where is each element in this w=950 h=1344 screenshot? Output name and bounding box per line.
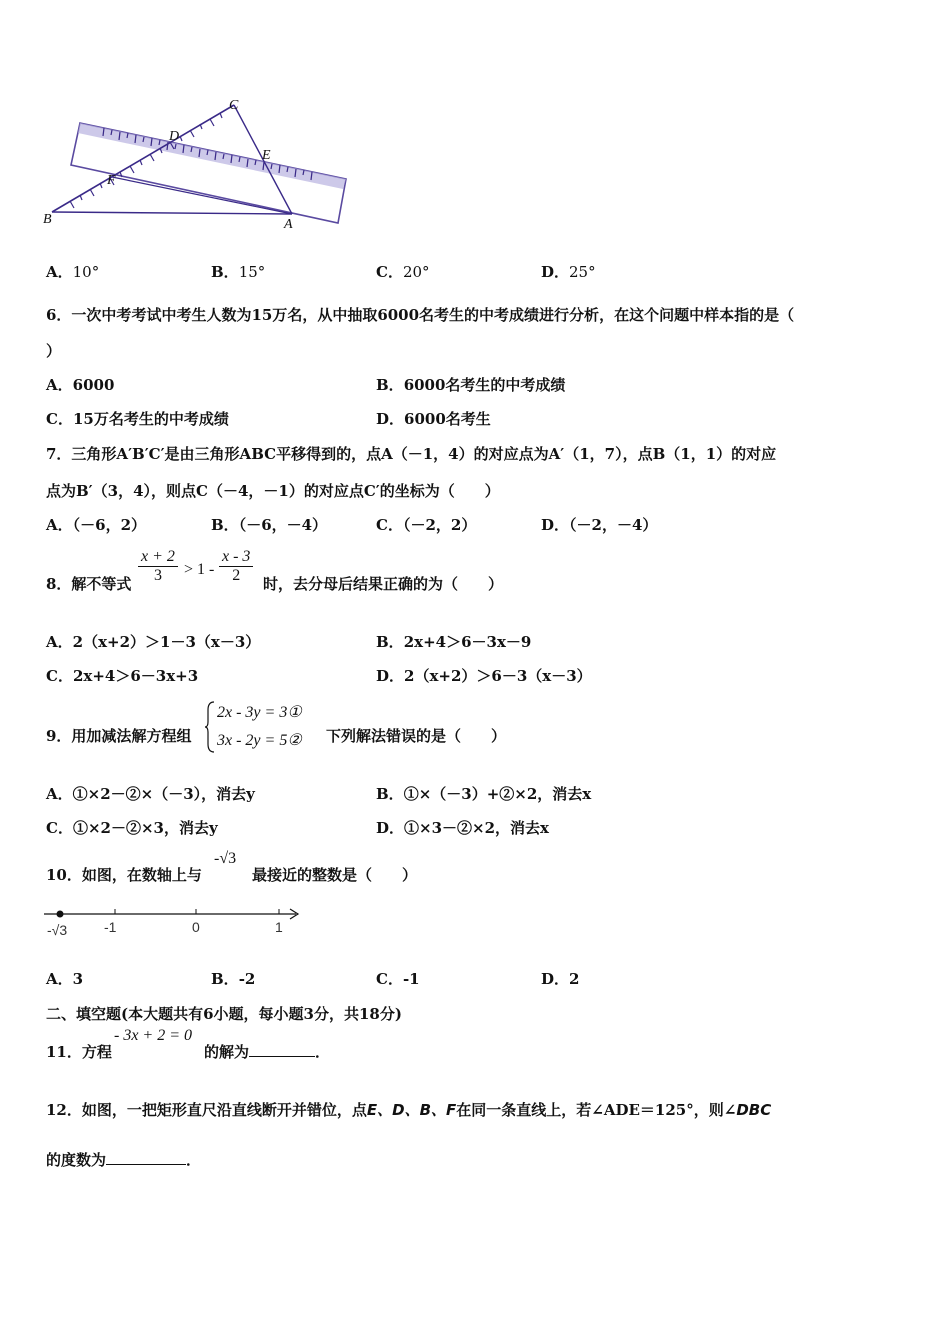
svg-text:1: 1 — [275, 919, 283, 935]
q7-stem-line1: 7．三角形A′B′C′是由三角形ABC平移得到的，点A（－1，4）的对应点为A′（1，7），点B（1，1）的对应 — [46, 445, 777, 463]
q11-answer-blank — [249, 1055, 315, 1057]
q8-middle: > 1 - — [184, 561, 215, 578]
q10-option-d: D．2 — [541, 970, 580, 988]
q9-option-b: B．①×（－3）+②×2，消去x — [376, 785, 592, 803]
q5-option-d: D．25° — [541, 263, 596, 281]
q6-stem-line1: 6．一次中考考试中考生人数为15万名，从中抽取6000名考生的中考成绩进行分析，在这个问题中样本指的是（ — [46, 306, 795, 324]
q10-option-a: A．3 — [46, 970, 84, 988]
q5-option-a: A．10° — [46, 263, 100, 281]
q12-stem-line1: 12．如图，一把矩形直尺沿直线断开并错位，点E、D、B、F在同一条直线上，若∠ADE＝125°，则∠DBC — [46, 1101, 772, 1119]
q8-option-a: A．2（x+2）＞1－3（x－3） — [46, 633, 261, 651]
q11-suffix: 的解为 ． — [204, 1043, 331, 1061]
q8-suffix: 时，去分母后结果正确的为（ ） — [263, 575, 504, 593]
q5-option-b: B．15° — [211, 263, 266, 281]
svg-text:-√3: -√3 — [47, 922, 68, 938]
q8-frac2-denominator: 2 — [232, 567, 241, 584]
q8-frac1-numerator: x + 2 — [138, 548, 178, 567]
q10-expr: -√3 — [214, 850, 237, 867]
section-2-title: 二、填空题(本大题共有6小题，每小题3分，共18分) — [46, 1005, 402, 1023]
q8-fraction-1 — [138, 548, 178, 585]
q9-option-d: D．①×3－②×2，消去x — [376, 819, 549, 837]
q8-option-d: D．2（x+2）＞6－3（x－3） — [376, 667, 592, 685]
q11-expr: - 3x + 2 = 0 — [114, 1027, 193, 1044]
q7-option-c: C．（－2，2） — [376, 516, 477, 534]
q10-prefix: 10．如图，在数轴上与 — [46, 866, 202, 884]
q9-equation-2: 3x - 2y = 5② — [217, 732, 302, 749]
q9-brace — [204, 700, 216, 754]
line-ba — [52, 212, 292, 214]
q7-option-d: D．（－2，－4） — [541, 516, 658, 534]
q8-frac2-numerator: x - 3 — [219, 548, 253, 567]
q9-option-a: A．①×2－②×（－3），消去y — [46, 785, 255, 803]
line-fa — [112, 177, 292, 214]
q8-prefix: 8．解不等式 — [46, 575, 132, 593]
label-d: D — [169, 129, 180, 144]
q6-option-d: D．6000名考生 — [376, 410, 491, 428]
number-line — [40, 900, 310, 945]
q9-equation-1: 2x - 3y = 3① — [217, 704, 302, 721]
q8-option-b: B．2x+4＞6－3x－9 — [376, 633, 532, 651]
q7-option-a: A．（－6，2） — [46, 516, 147, 534]
q8-frac1-denominator: 3 — [153, 567, 162, 584]
q8-option-c: C．2x+4＞6－3x+3 — [46, 667, 199, 685]
q9-suffix: 下列解法错误的是（ ） — [326, 727, 507, 745]
q10-option-b: B．-2 — [211, 970, 256, 988]
q11-prefix: 11．方程 — [46, 1043, 112, 1061]
q9-prefix: 9．用加减法解方程组 — [46, 727, 192, 745]
q7-option-b: B．（－6，－4） — [211, 516, 328, 534]
label-f: F — [107, 173, 116, 188]
q8-fraction-2 — [219, 548, 253, 585]
q9-option-c: C．①×2－②×3，消去y — [46, 819, 218, 837]
q6-option-c: C．15万名考生的中考成绩 — [46, 410, 229, 428]
label-e: E — [262, 148, 271, 163]
point-neg-sqrt3 — [57, 911, 64, 918]
q12-answer-blank — [106, 1163, 186, 1165]
label-b: B — [43, 212, 52, 227]
q6-option-a: A．6000 — [46, 376, 115, 394]
q12-stem-line2: 的度数为 ． — [46, 1151, 202, 1169]
q6-stem-line2: ） — [46, 342, 62, 360]
label-c: C — [229, 98, 239, 113]
svg-text:-1: -1 — [104, 919, 117, 935]
q10-option-c: C．-1 — [376, 970, 420, 988]
q5-option-c: C．20° — [376, 263, 430, 281]
q10-suffix: 最接近的整数是（ ） — [252, 866, 418, 884]
label-a: A — [284, 217, 293, 232]
svg-text:0: 0 — [192, 919, 200, 935]
ruler-triangle-figure — [40, 95, 360, 235]
q6-option-b: B．6000名考生的中考成绩 — [376, 376, 566, 394]
q7-stem-line2: 点为B′（3，4），则点C（－4，－1）的对应点C′的坐标为（ ） — [46, 482, 500, 500]
